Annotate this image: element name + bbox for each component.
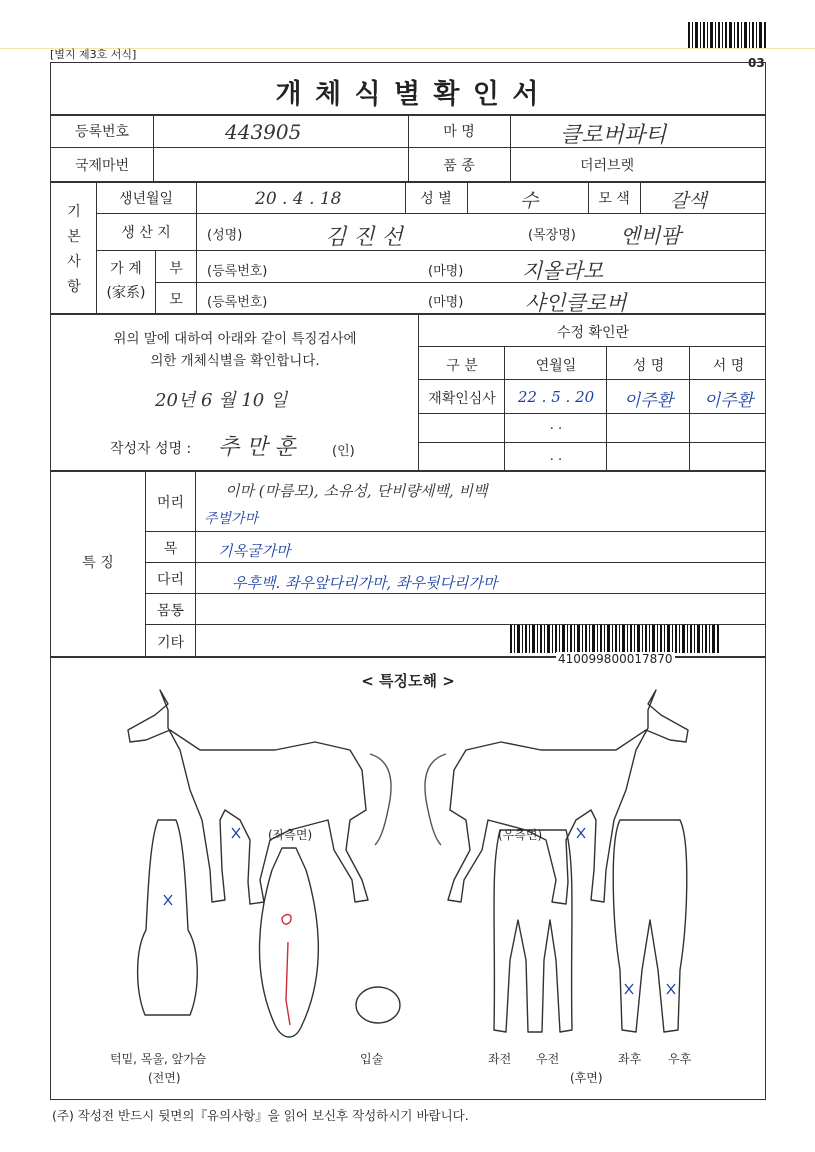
leg-label: 다리: [156, 572, 185, 588]
horse-rear-view: [613, 820, 687, 1032]
page-code: 03: [748, 56, 765, 70]
feature-diagram: [50, 670, 766, 1100]
owner-label: (성명): [207, 228, 243, 243]
breed-value: 더러브렛: [580, 158, 635, 174]
pedigree-label: 가 계: [110, 261, 142, 277]
sticker-barcode: [510, 625, 720, 653]
dam-reg-label: (등록번호): [207, 295, 268, 310]
top-barcode: [688, 22, 768, 48]
revision-row-sign: 이주환: [703, 391, 754, 411]
author-label: 작성자 성명 :: [110, 441, 192, 457]
revision-header-type: 구 분: [446, 358, 478, 374]
body-label: 몸통: [156, 603, 185, 619]
page-title: 개 체 식 별 확 인 서: [275, 79, 541, 110]
sire-name: 지올라모: [522, 259, 604, 283]
revision-header-sign: 서 명: [712, 358, 745, 374]
hind-right-label: 우후: [668, 1052, 692, 1066]
horse-head-front: [260, 848, 319, 1037]
dam-name: 샤인클로버: [525, 291, 627, 315]
front-caption: 턱밑, 목울, 앞가슴: [110, 1052, 207, 1066]
sire-reg-label: (등록번호): [207, 264, 268, 279]
front-view-label: (전면): [148, 1071, 181, 1085]
front-left-label: 좌전: [488, 1052, 512, 1066]
neck-label: 목: [163, 541, 178, 557]
color-value: 갈색: [670, 190, 707, 212]
horse-front-neck: [138, 820, 198, 1015]
owner-value: 김 진 선: [325, 225, 403, 250]
dam-label: 모: [169, 292, 183, 308]
right-side-label: (우측면): [498, 828, 543, 842]
horse-front-legs: [494, 830, 572, 1032]
pedigree-label-hanja: (家系): [106, 285, 146, 301]
muzzle-label: 입술: [360, 1052, 384, 1066]
features-label: 특 징: [82, 555, 114, 571]
basic-section-label: 기 본 사 항: [67, 204, 81, 295]
color-label: 모 색: [598, 191, 630, 207]
farm-label: (목장명): [528, 228, 576, 243]
revision-row-date: . .: [549, 418, 563, 433]
horse-name-label: 마 명: [443, 124, 475, 140]
head-value: 이마 (마름모), 소유성, 단비량세백, 비백: [225, 482, 488, 500]
author-seal: (인): [332, 444, 355, 459]
sire-name-label: (마명): [428, 264, 464, 279]
form-label: [별지 제3호 서식]: [50, 48, 137, 61]
revision-row-date: . .: [549, 449, 563, 464]
horse-right-side: [448, 690, 688, 904]
other-label: 기타: [156, 635, 185, 651]
horse-left-side: [128, 690, 368, 904]
birthplace-label: 생 산 지: [121, 225, 171, 241]
intl-no-label: 국제마번: [74, 158, 130, 174]
farm-value: 엔비팜: [620, 224, 681, 248]
confirmation-text: 위의 말에 대하여 아래와 같이 특징검사에 의한 개체식별을 확인합니다.: [113, 331, 357, 369]
sex-value: 수: [520, 190, 539, 212]
reg-no-label: 등록번호: [74, 124, 130, 140]
rear-view-label: (후면): [570, 1071, 603, 1085]
barcode-number: 410099800017870: [558, 652, 673, 666]
reg-no-value: 443905: [225, 120, 302, 144]
breed-label: 품 종: [443, 158, 475, 174]
neck-value: 기옥굴가마: [218, 542, 291, 560]
hind-left-label: 좌후: [618, 1052, 642, 1066]
dam-name-label: (마명): [428, 295, 464, 310]
revision-row-name: 이주환: [623, 391, 674, 411]
diagram-title: < 특징도해 >: [361, 672, 455, 690]
revision-header-date: 연월일: [535, 358, 577, 374]
dob-value: 20 . 4 . 18: [255, 189, 342, 209]
leg-value: 우후백. 좌우앞다리가마, 좌우뒷다리가마: [232, 574, 498, 592]
sire-label: 부: [169, 261, 183, 277]
author-name: 추 만 훈: [218, 435, 296, 460]
horse-left-tail: [370, 754, 391, 845]
revision-title: 수정 확인란: [556, 325, 630, 341]
horse-name-value: 클로버파티: [560, 123, 667, 148]
head-value-2: 주벌가마: [204, 511, 259, 527]
confirmation-date: 20년 6 월 10 일: [155, 390, 288, 411]
revision-row-date: 22 . 5 . 20: [517, 388, 595, 406]
revision-header-name: 성 명: [632, 358, 665, 374]
left-side-label: (좌측면): [268, 828, 313, 842]
revision-row-type: 재확인심사: [428, 391, 496, 407]
front-right-label: 우전: [536, 1052, 560, 1066]
sex-label: 성 별: [420, 191, 452, 207]
horse-muzzle: [356, 987, 400, 1023]
head-label: 머리: [156, 495, 185, 511]
footer-note: (주) 작성전 반드시 뒷면의『유의사항』을 읽어 보신후 작성하시기 바랍니다.: [52, 1108, 469, 1123]
dob-label: 생년월일: [118, 191, 174, 207]
horse-right-tail: [425, 754, 446, 845]
